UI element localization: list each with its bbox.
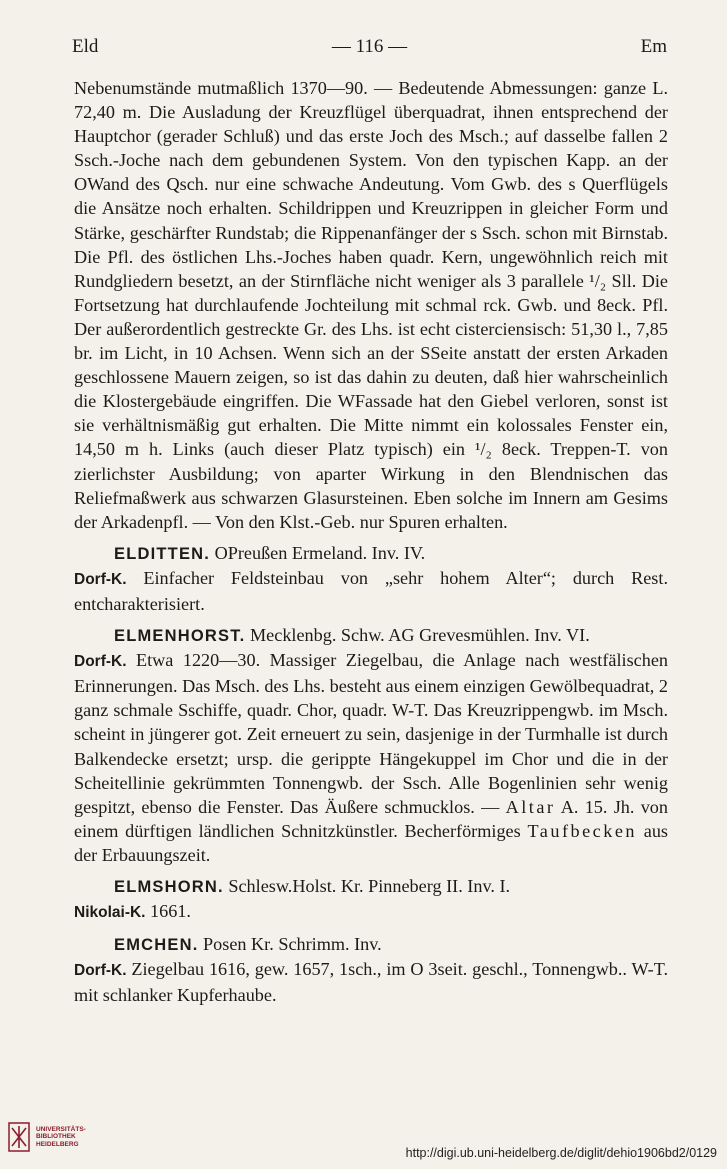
library-name: UNIVERSITÄTS- BIBLIOTHEK HEIDELBERG <box>36 1125 86 1148</box>
running-header <box>72 36 667 58</box>
header-left: Eld <box>72 36 99 57</box>
building-type: Nikolai-K. <box>74 904 146 922</box>
entry-elmenhorst-text: Dorf-K. Etwa 1220—30. Massiger Ziegelbau, die Anlage nach westfälischen Erinnerungen. Das Msch. des Lhs. besteht aus einem einzigen Gewölbequadrat, 2 ganz schmale Sschiffe, quadr. Chor, quadr. W-T. Das Kreuzrippengwb. im Msch. scheint in jüngerer got. Zeit erneuert zu sein, dasjenige in der Turmhalle ist durch Balkendecke ersetzt; ursp. die gerippte Hängekuppel im Chor und die in der Scheitellinie gekrümmten Tonnengwb. der Ssch. Alle Bogenlinien sehr wenig gespitzt, ebenso die Fenster. Das Äußere schmucklos. — Altar A. 15. Jh. von einem dürftigen ländlichen Schnitzkünstler. Becherförmiges Taufbecken aus der Erbauungszeit. <box>74 650 668 865</box>
source-url[interactable]: http://digi.ub.uni-heidelberg.de/diglit/dehio1906bd2/0129 <box>405 1146 717 1160</box>
page-number: — 116 — <box>331 36 408 57</box>
entry-elditten <box>74 541 668 566</box>
place-name: ELDITTEN. <box>114 544 211 563</box>
library-logo <box>8 1122 86 1152</box>
entry-elmenhorst <box>74 623 668 648</box>
intro-paragraph: Nebenumstände mutmaßlich 1370—90. — Bedeutende Abmessungen: ganze L. 72,40 m. Die Ausladung der Kreuzflügel überquadrat, ihnen entsprechend der Hauptchor (gerader Schluß) und das erste Joch des Msch.; auf dasselbe fallen 2 Ssch.-Joche nach dem gebundenen System. Von den typischen Kapp. an der OWand des Qsch. nur eine schwache Andeutung. Vom Gwb. des s Querflügels die Ansätze noch erhalten. Schildrippen und Kreuzrippen in gleicher Form und Stärke, geschärfter Rundstab; die Rippenanfänger der s Ssch. schon mit Birnstab. Die Pfl. des östlichen Lhs.-Joches haben quadr. Kern, ungewöhnlich reich mit Rundgliedern besetzt, an der Stirnfläche nicht weniger als 3 parallele ¹/₂ Sll. Die Fortsetzung hat durchlaufende Jochteilung mit schmal rck. Gwb. und 8eck. Pfl. Der außerordentlich gestreckte Gr. des Lhs. ist echt cisterciensisch: 51,30 l., 7,85 br. im Licht, in 10 Achsen. Wenn sich an der SSeite anstatt der ersten Arkaden geschlossene Mauern zeigen, so ist das dahin zu deuten, daß hier wahrscheinlich die Klostergebäude eingriffen. Die WFassade hat den Giebel verloren, sonst ist sie verhältnismäßig gut erhalten. Die Mitte nimmt ein kolossales Fenster ein, 14,50 m h. Links (auch dieser Platz typisch) ein ¹/₂ 8eck. Treppen-T. von zierlichster Ausbildung; von aparter Wirkung in den Blendnischen das Reliefmaßwerk aus schwarzen Glasursteinen. Eben solche im Innern am Gesims der Arkadenpfl. — Von den Klst.-Geb. nur Spuren erhalten. <box>74 78 668 532</box>
building-type: Dorf-K. <box>74 962 127 980</box>
building-type: Dorf-K. <box>74 570 127 588</box>
spaced-term: Taufbecken <box>527 820 637 841</box>
building-type: Dorf-K. <box>74 653 127 671</box>
entry-emchen <box>74 932 668 957</box>
entry-emchen-text: Dorf-K. Ziegelbau 1616, gew. 1657, 1sch., im O 3seit. geschl., Tonnengwb.. W-T. mit schlanker Kupferhaube. <box>74 959 668 1006</box>
place-location: Posen Kr. Schrimm. Inv. <box>198 934 382 955</box>
place-name: ELMENHORST. <box>114 627 246 646</box>
header-right: Em <box>640 36 667 57</box>
entry-elmshorn <box>74 874 668 899</box>
place-location: OPreußen Ermeland. Inv. IV. <box>210 542 426 563</box>
fraction: ¹/₂ <box>475 439 492 460</box>
place-location: Mecklenbg. Schw. AG Grevesmühlen. Inv. VI. <box>245 625 590 646</box>
place-location: Schlesw.Holst. Kr. Pinneberg II. Inv. I. <box>223 876 511 896</box>
spaced-term: Altar <box>505 796 556 817</box>
fraction: ¹/₂ <box>589 270 607 291</box>
library-seal-icon <box>8 1122 30 1152</box>
entry-elditten-text: Dorf-K. Einfacher Feldsteinbau von „sehr hohem Alter“; durch Rest. entcharakterisiert. <box>74 567 668 614</box>
entry-elmshorn-text: Nikolai-K. 1661. <box>74 901 191 922</box>
place-name: ELMSHORN. <box>114 878 224 896</box>
place-name: EMCHEN. <box>114 936 199 955</box>
page-body <box>74 76 668 1007</box>
